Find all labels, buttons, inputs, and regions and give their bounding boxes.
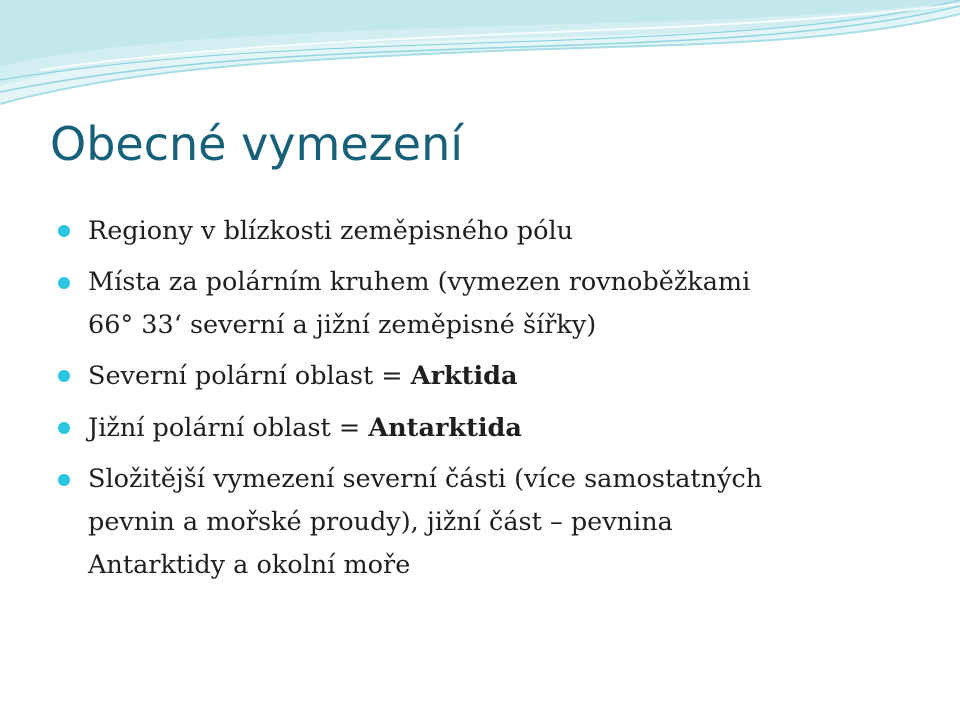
- bold-term-antarktida: Antarktida: [368, 413, 522, 443]
- header-wave-decoration: [0, 0, 960, 120]
- bullet-text-line2: 66° 33‘ severní a jižní zeměpisné šířky): [88, 310, 597, 340]
- bullet-text-line2: pevnin a mořské proudy), jižní část – pevnina: [88, 507, 673, 537]
- bullet-text-line1: Složitější vymezení severní části (více samostatných: [88, 464, 763, 494]
- bold-term-arktida: Arktida: [410, 361, 518, 391]
- bullet-item-polar-circle: [58, 261, 918, 347]
- bullet-text: [88, 354, 918, 399]
- bullet-text: Regiony v blízkosti zeměpisného pólu: [88, 216, 574, 246]
- bullet-dot-icon: [58, 422, 70, 434]
- bullet-item-antarctic: [58, 406, 918, 451]
- bullet-text-line1: Místa za polárním kruhem (vymezen rovnoběžkami: [88, 267, 751, 297]
- bullet-dot-icon: [58, 370, 70, 382]
- bullet-item-complex-definition: [58, 458, 918, 587]
- bullet-dot-icon: [58, 277, 70, 289]
- bullet-text-prefix: Severní polární oblast =: [88, 361, 411, 391]
- bullet-item-arctic: [58, 354, 918, 399]
- bullet-item-regions: [58, 209, 918, 254]
- bullet-dot-icon: [58, 474, 70, 486]
- bullet-text-line3: Antarktidy a okolní moře: [88, 550, 411, 580]
- slide-title: Obecné vymezení: [50, 117, 464, 171]
- bullet-text-prefix: Jižní polární oblast =: [88, 413, 369, 443]
- bullet-list: [58, 209, 918, 594]
- bullet-text: [88, 406, 918, 451]
- bullet-dot-icon: [58, 225, 70, 237]
